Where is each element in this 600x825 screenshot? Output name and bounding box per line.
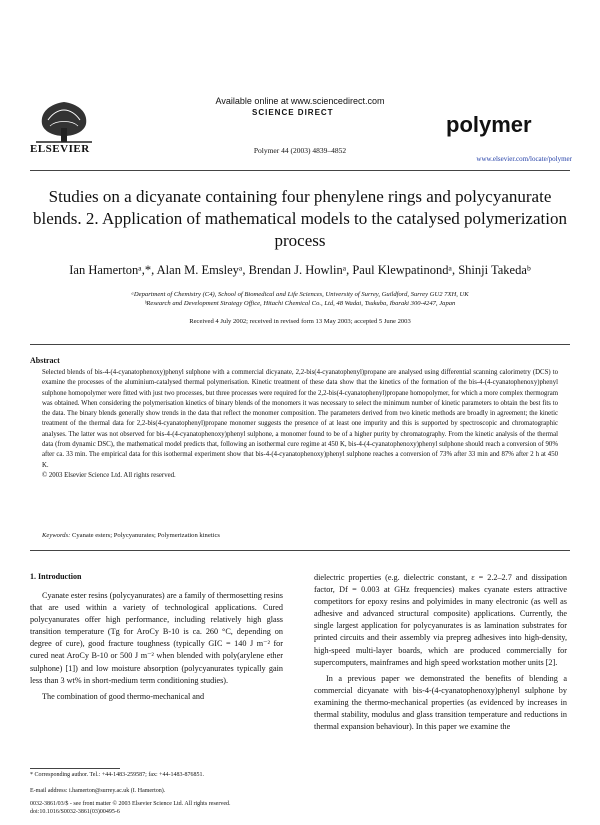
abstract-top-rule [30,344,570,345]
journal-reference: Polymer 44 (2003) 4839–4852 [253,146,347,155]
doi-line: doi:10.1016/S0032-3861(03)00495-6 [30,809,120,816]
header-rule [30,170,570,171]
abstract-text: Selected blends of bis-4-(4-cyanatophenoxy)phenyl sulphone with a commercial dicyanate, 2,2-bis(4-cyanatophenyl)propane are analysed using differential scanning calorimetry (DCS) to examine the processes of the aluminium-catalysed thermal polymerisation. Kinetic treatment of these data show that the kinetics of the formation of the bis-4-(4-cyanatophenoxy)phenyl sulphone homopolymer were fitted with just two processes, but three processes were required for the 2,2-bis(4-cyanatophenyl)propane homopolymer, for which a more complex thermogram was obtained. When considering the polymerisation kinetics of binary blends of the monomers it was necessary to select the minimum number of kinetic parameters to obtain the best fits to the data. The binary blends generally show trends in the data that reflect the monomer composition. The parameters derived from two kinetic methods are broadly in agreement; the kinetic treatment of the thermal data for 2,2-bis(4-cyanatophenyl)propane monomer suggests the presence of at least one impurity and this is supported by spectroscopic and chromatographic analyses. The latter was not observed for bis-4-(4-cyanatophenoxy)phenyl sulphone, a monomer found to be of a higher purity by chromatography. From the kinetic analysis of the thermal data (from dynamic DSC), the mathematical model predicts that, following an isothermal cure regime at 450 K, bis-4-(4-cyanatophenoxy)phenyl sulphone should reach a conversion of 90% after ca. 33 min. The empirical data for this isothermal experiment show that bis-4-(4-cyanatophenoxy)phenyl sulphone reaches a conversion of 73% after 33 min and 87% after 2 h at 450 K. [42,369,558,469]
available-online-text: Available online at www.sciencedirect.com [215,96,385,106]
issn-line: 0032-3861/03/$ - see front matter © 2003 Elsevier Science Ltd. All rights reserved. [30,801,231,807]
right-column [314,572,567,733]
affiliation-a: ᵃDepartment of Chemistry (C4), School of Biomedical and Life Sciences, University of Surrey, Guildford, Surrey GU2 7XH, UK [131,291,469,298]
abstract-bottom-rule [30,550,570,551]
article-title: Studies on a dicyanate containing four phenylene rings and polycyanurate blends. 2. Application of mathematical models to the catalysed polymerization process [33,187,567,250]
abstract-copyright: © 2003 Elsevier Science Ltd. All rights reserved. [42,471,176,479]
received-dates: Received 4 July 2002; received in revised form 13 May 2003; accepted 5 June 2003 [189,318,411,325]
intro-paragraph-1: Cyanate ester resins (polycyanurates) are a family of thermosetting resins that are used within a variety of technological applications. Cured polycyanurates offer high performance, including relatively high glass transition temperature (Tg for AroCy B-10 is ca. 260 °C, depending on degree of cure), good fracture toughness (typically GIC = 140 J m⁻² for cured neat AroCy B-10 or 500 J m⁻² when blended with poly(arylene ether sulphone) [1]) and low moisture absorption (polycyanurates typically gain less than 3 wt% in short-medium term conditioning studies). [30,591,283,685]
section-heading-introduction: 1. Introduction [30,572,82,581]
intro-paragraph-2: The combination of good thermo-mechanical and [42,691,205,701]
journal-url-text: www.elsevier.com/locate/polymer [476,155,572,163]
affiliation-b: ᵇResearch and Development Strategy Office, Hitachi Chemical Co., Ltd, 48 Wadai, Tsukuba, Ibaraki 300-4247, Japan [144,300,456,307]
left-column [30,590,283,703]
sciencedirect-label: SCIENCE DIRECT [252,108,334,117]
abstract-body [42,368,558,481]
keywords-list: Cyanate esters; Polycyanurates; Polymerization kinetics [71,532,220,539]
email-footnote: E-mail address: i.hamerton@surrey.ac.uk (I. Hamerton). [30,788,166,794]
journal-logo: polymer [446,112,532,137]
keywords [42,532,220,539]
issn-doi [30,800,231,817]
publisher-name: ELSEVIER [30,143,90,155]
journal-url-link[interactable] [476,155,572,163]
abstract-heading: Abstract [30,356,60,365]
footnote-rule [30,768,120,769]
corresponding-author-note: * Corresponding author. Tel.: +44-1483-259587; fax: +44-1483-876851. [30,772,205,778]
keywords-label: Keywords: [42,532,71,539]
author-list: Ian Hamertonᵃ,*, Alan M. Emsleyᵃ, Brendan J. Howlinᵃ, Paul Klewpatinondᵃ, Shinji Takedaᵇ [69,263,531,277]
intro-paragraph-3: dielectric properties (e.g. dielectric constant, ε = 2.2–2.7 and dissipation factor, Df = 0.003 at GHz frequencies) makes cyanate esters attractive competitors for epoxy resins and polyimides in many electronic (as well as adhesive and advanced structural composite) applications. Currently, the single largest application for polycyanurates is as lamination substrates for printed circuits and their assembly via prepreg adhesives into high-density, high-speed multi-layer boards, which are produced commercially for supercomputers, mainframes and high speed workstation mother units [2]. [314,573,567,667]
intro-paragraph-4: In a previous paper we demonstrated the benefits of blending a commercial dicyanate with bis-4-(4-cyanatophenoxy)phenyl sulphone by examining the thermo-mechanical properties (as evidenced by increases in thermal stability, modulus and glass transition temperature and reductions in thermal expansion behaviour). In this paper we examine the [314,673,567,732]
affiliations [30,290,570,308]
sciencedirect-logo [252,108,334,117]
